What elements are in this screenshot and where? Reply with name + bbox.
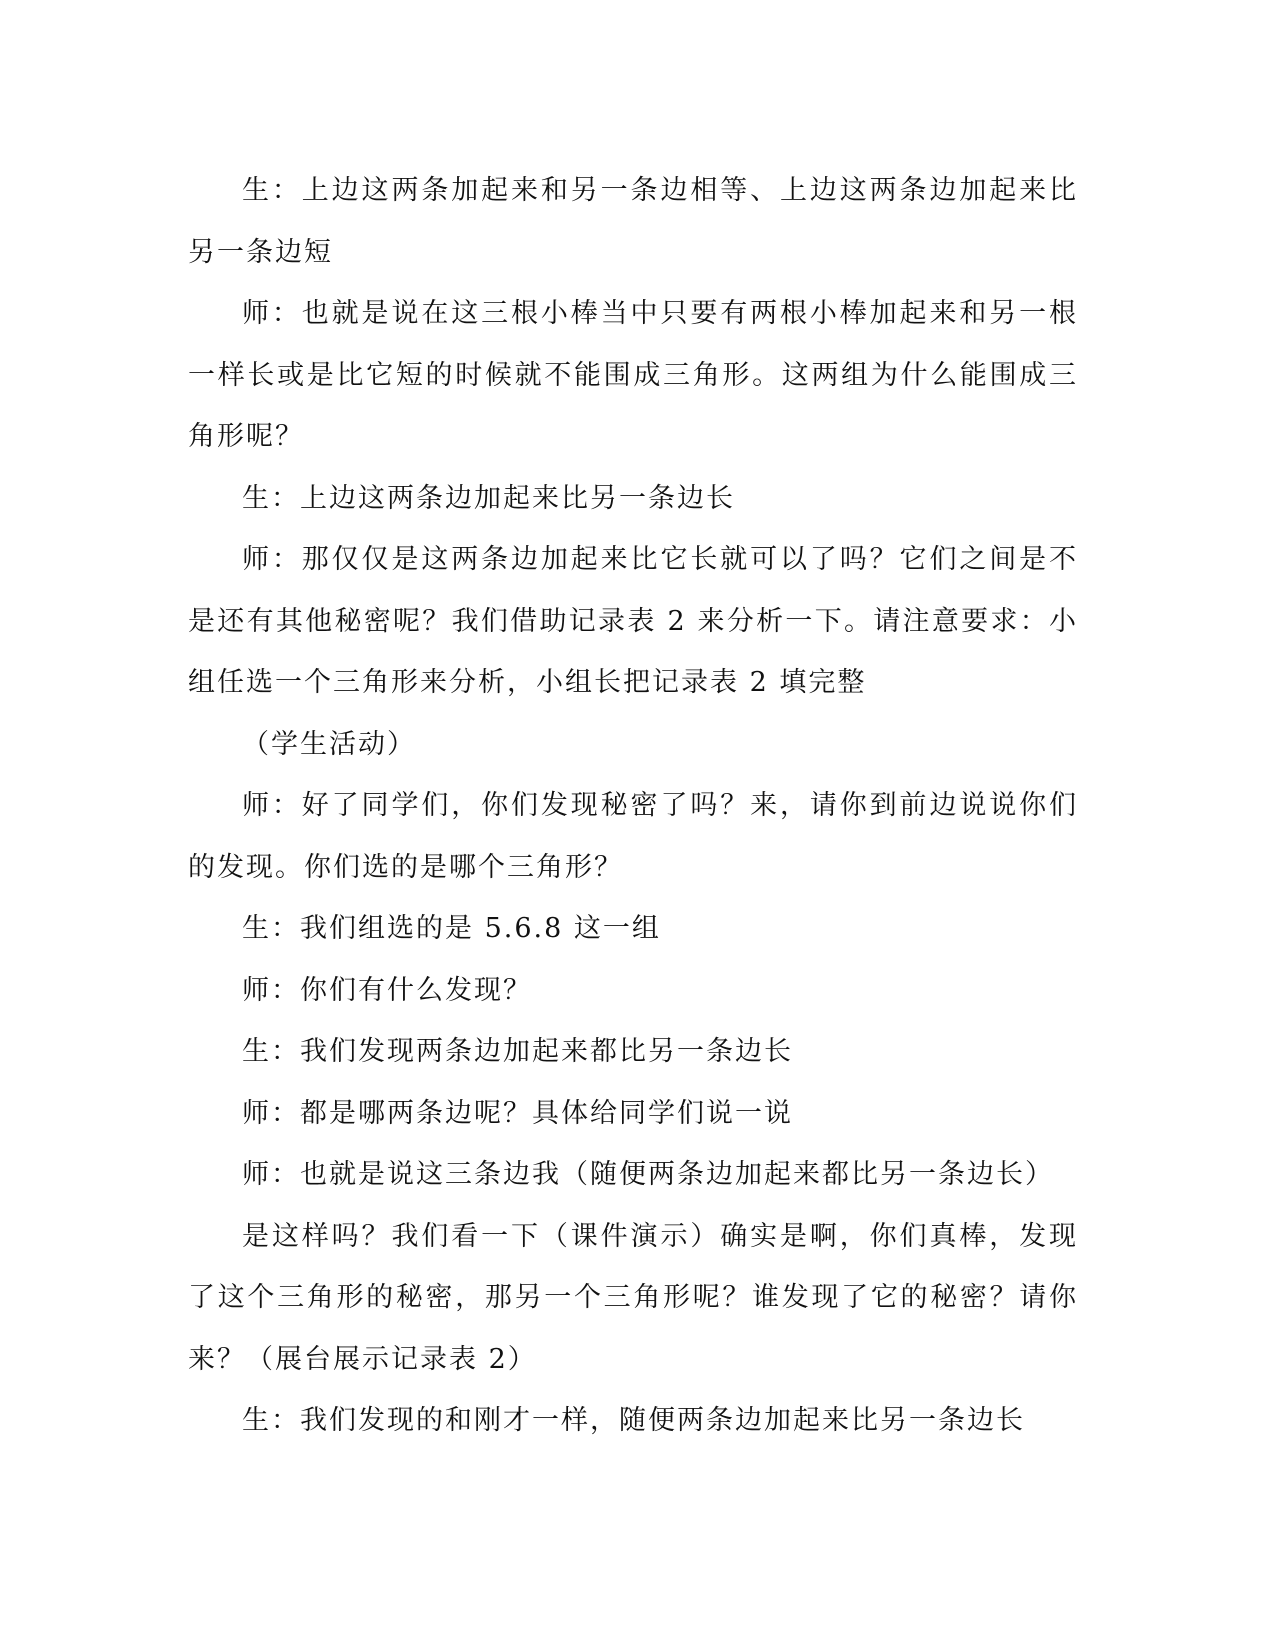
paragraph: 是这样吗？我们看一下（课件演示）确实是啊，你们真棒，发现了这个三角形的秘密，那另一个三角形呢？谁发现了它的秘密？请你来？（展台展示记录表 2） (188, 1220, 1078, 1375)
document-page (188, 160, 1078, 1452)
paragraph: 生：我们发现的和刚才一样，随便两条边加起来比另一条边长 (242, 1405, 1025, 1436)
paragraph: 生：上边这两条加起来和另一条边相等、上边这两条边加起来比另一条边短 (188, 175, 1078, 268)
paragraph: 师：都是哪两条边呢？具体给同学们说一说 (242, 1097, 793, 1129)
paragraph: 师：也就是说这三条边我（随便两条边加起来都比另一条边长） (242, 1159, 1054, 1190)
paragraph: 师：也就是说在这三根小棒当中只要有两根小棒加起来和另一根一样长或是比它短的时候就不能围成三角形。这两组为什么能围成三角形呢？ (188, 298, 1078, 452)
paragraph: 生：我们发现两条边加起来都比另一条边长 (242, 1036, 793, 1067)
paragraph: 生：上边这两条边加起来比另一条边长 (242, 482, 735, 514)
paragraph: 生：我们组选的是 5.6.8 这一组 (242, 913, 661, 944)
paragraph: 师：好了同学们，你们发现秘密了吗？来，请你到前边说说你们的发现。你们选的是哪个三角形？ (188, 790, 1078, 883)
paragraph: 师：你们有什么发现？ (242, 974, 532, 1006)
paragraph: 师：那仅仅是这两条边加起来比它长就可以了吗？它们之间是不是还有其他秘密呢？我们借助记录表 2 来分析一下。请注意要求：小组任选一个三角形来分析，小组长把记录表 2 填完整 (188, 544, 1078, 698)
paragraph: （学生活动） (242, 728, 416, 760)
